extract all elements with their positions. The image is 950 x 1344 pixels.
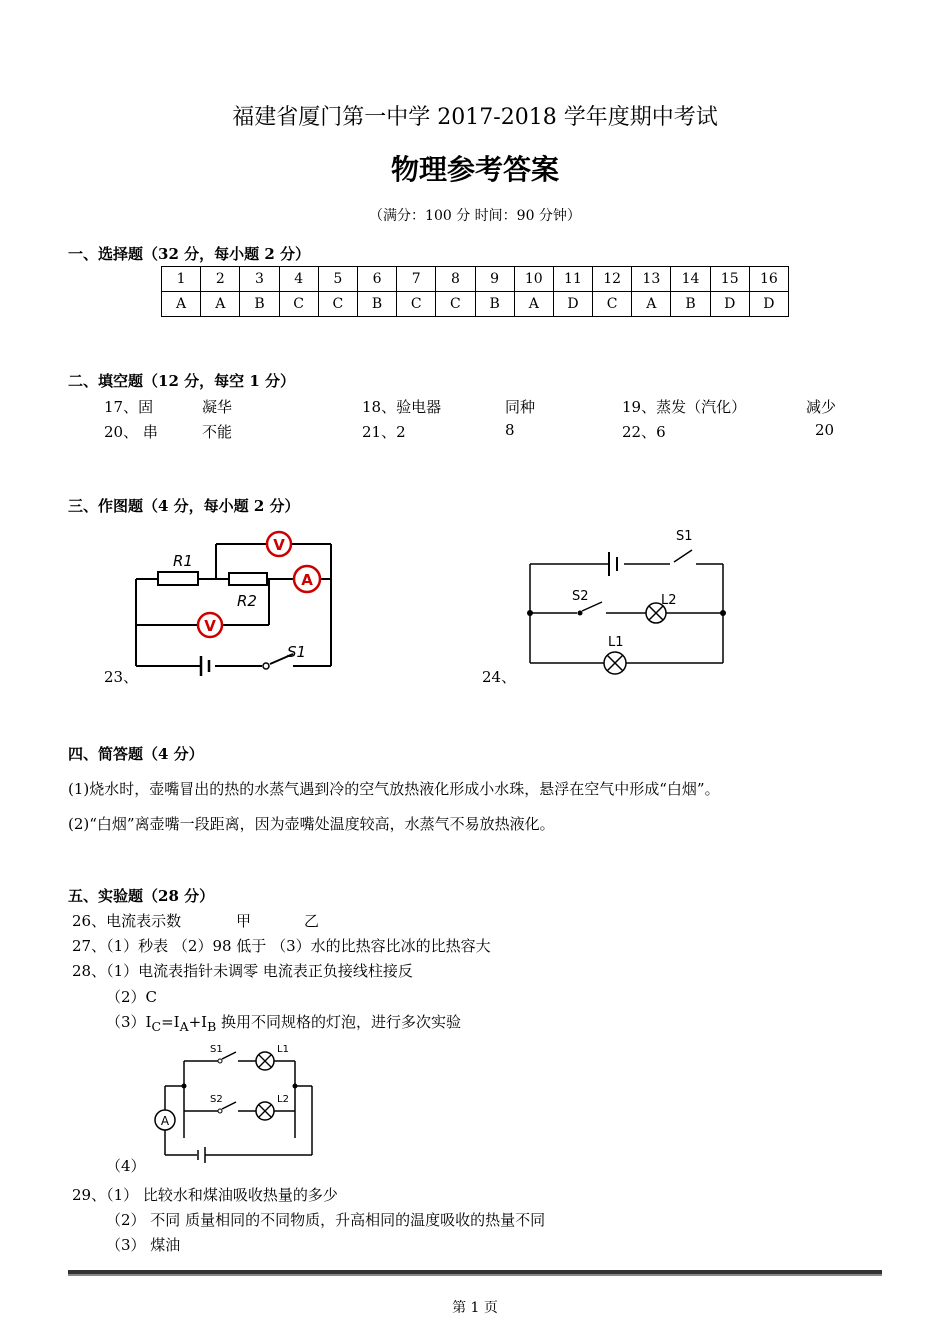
q26-answer-b: 甲: [236, 912, 252, 930]
question-number-cell: 15: [710, 267, 749, 292]
voltmeter-symbol: V: [273, 536, 285, 554]
q22-answer-a: 22、6: [622, 423, 666, 441]
section3-heading: 三、作图题（4 分，每小题 2 分）: [68, 497, 300, 515]
q29-answer-1: 29、（1） 比较水和煤油吸收热量的多少: [72, 1186, 338, 1204]
answer-cell: B: [357, 292, 396, 317]
q28-answer-3-text: 换用不同规格的灯泡，进行多次实验: [216, 1013, 462, 1031]
answer-cell: A: [514, 292, 553, 317]
answer-cell: B: [671, 292, 710, 317]
q23-label: 23、: [104, 668, 139, 686]
q21-answer-b: 8: [505, 421, 515, 439]
q20-answer-a: 20、 串: [104, 423, 158, 441]
s2-label: S2: [210, 1094, 223, 1105]
answer-table-answer-row: [162, 292, 789, 317]
answer-cell: C: [318, 292, 357, 317]
question-number-cell: 4: [279, 267, 318, 292]
switch-contact: [578, 611, 583, 616]
answer-cell: B: [475, 292, 514, 317]
r2-label: R2: [237, 592, 257, 610]
answer-cell: A: [201, 292, 240, 317]
lamp-icon: [256, 1102, 274, 1120]
switch-contact: [218, 1059, 222, 1063]
q22-answer-b: 20: [815, 421, 835, 439]
exam-meta: （满分：100 分 时间：90 分钟）: [369, 208, 581, 224]
q20-answer-b: 不能: [202, 423, 233, 441]
q18-answer-b: 同种: [505, 398, 536, 416]
q19-answer-a: 19、蒸发（汽化）: [622, 398, 747, 416]
question-number-cell: 1: [162, 267, 201, 292]
q17-answer-a: 17、固: [104, 398, 154, 416]
l2-label: L2: [277, 1094, 289, 1105]
answer-cell: C: [397, 292, 436, 317]
q26-answer: 26、电流表示数: [72, 912, 182, 930]
q28-answer-2: （2）C: [106, 988, 158, 1006]
junction-node: [182, 1084, 187, 1089]
answer-cell: B: [240, 292, 279, 317]
q28-formula-subscript: C: [151, 1019, 162, 1034]
switch-contact: [263, 663, 269, 669]
junction-node: [527, 610, 533, 616]
answer-cell: C: [436, 292, 475, 317]
question-number-cell: 2: [201, 267, 240, 292]
circuit-diagram-23: [125, 520, 345, 680]
l1-label: L1: [277, 1044, 289, 1055]
q28-formula-part: +I: [188, 1013, 208, 1031]
ammeter-symbol: A: [160, 1114, 170, 1128]
lamp-icon: [256, 1052, 274, 1070]
q28-answer-1: 28、（1）电流表指针未调零 电流表正负接线柱接反: [72, 962, 413, 980]
section5-heading: 五、实验题（28 分）: [68, 887, 215, 905]
question-number-cell: 3: [240, 267, 279, 292]
junction-node: [720, 610, 726, 616]
question-number-cell: 6: [357, 267, 396, 292]
q26-answer-c: 乙: [304, 912, 320, 930]
section4-heading: 四、简答题（4 分）: [68, 745, 204, 763]
section2-heading: 二、填空题（12 分，每空 1 分）: [68, 372, 295, 390]
q18-answer-a: 18、验电器: [362, 398, 442, 416]
answer-cell: C: [279, 292, 318, 317]
question-number-cell: 12: [593, 267, 632, 292]
q19-answer-b: 减少: [806, 398, 837, 416]
doc-subtitle: 物理参考答案: [390, 153, 559, 186]
footer-divider: [68, 1270, 882, 1274]
q24-label: 24、: [482, 668, 517, 686]
circuit-diagram-28: [150, 1038, 325, 1168]
r1-label: R1: [173, 552, 193, 570]
section1-heading: 一、选择题（32 分，每小题 2 分）: [68, 245, 310, 263]
circuit-diagram-24: [520, 520, 740, 680]
answer-cell: A: [162, 292, 201, 317]
question-number-cell: 16: [749, 267, 788, 292]
q27-answer: 27、（1）秒表 （2）98 低于 （3）水的比热容比冰的比热容大: [72, 937, 491, 955]
question-number-cell: 8: [436, 267, 475, 292]
answer-cell: D: [553, 292, 592, 317]
s1-label: S1: [676, 529, 693, 544]
q21-answer-a: 21、2: [362, 423, 406, 441]
q28-answer-4: （4）: [106, 1157, 146, 1175]
q28-answer-3: [106, 1011, 461, 1034]
q17-answer-b: 凝华: [202, 398, 233, 416]
answer-cell: C: [593, 292, 632, 317]
junction-node: [293, 1084, 298, 1089]
lamp-icon: [604, 652, 626, 674]
switch-contact: [218, 1109, 222, 1113]
q25-answer-line1: (1)烧水时，壶嘴冒出的热的水蒸气遇到冷的空气放热液化形成小水珠，悬浮在空气中形成“白烟”。: [68, 780, 720, 798]
l1-label: L1: [608, 635, 624, 650]
l2-label: L2: [661, 593, 677, 608]
s2-label: S2: [572, 589, 589, 604]
question-number-cell: 13: [632, 267, 671, 292]
q28-formula-subscript: A: [179, 1019, 189, 1034]
q28-formula-part: （3）I: [106, 1013, 152, 1031]
answer-table: [161, 266, 789, 317]
answer-cell: D: [710, 292, 749, 317]
question-number-cell: 5: [318, 267, 357, 292]
answer-cell: D: [749, 292, 788, 317]
page-number: 第 1 页: [452, 1300, 498, 1316]
question-number-cell: 7: [397, 267, 436, 292]
question-number-cell: 11: [553, 267, 592, 292]
ammeter-symbol: A: [301, 571, 313, 589]
s1-label: S1: [210, 1044, 223, 1055]
q29-answer-2: （2） 不同 质量相同的不同物质，升高相同的温度吸收的热量不同: [106, 1211, 546, 1229]
q25-answer-line2: (2)“白烟”离壶嘴一段距离，因为壶嘴处温度较高，水蒸气不易放热液化。: [68, 815, 555, 833]
question-number-cell: 14: [671, 267, 710, 292]
q28-formula-part: =I: [161, 1013, 180, 1031]
doc-title: 福建省厦门第一中学 2017-2018 学年度期中考试: [232, 105, 718, 130]
q28-formula-subscript: B: [207, 1019, 217, 1034]
s1-label: S1: [287, 643, 307, 661]
answer-table-number-row: [162, 267, 789, 292]
answer-cell: A: [632, 292, 671, 317]
q29-answer-3: （3） 煤油: [106, 1236, 181, 1254]
question-number-cell: 9: [475, 267, 514, 292]
question-number-cell: 10: [514, 267, 553, 292]
voltmeter-symbol: V: [204, 617, 216, 635]
